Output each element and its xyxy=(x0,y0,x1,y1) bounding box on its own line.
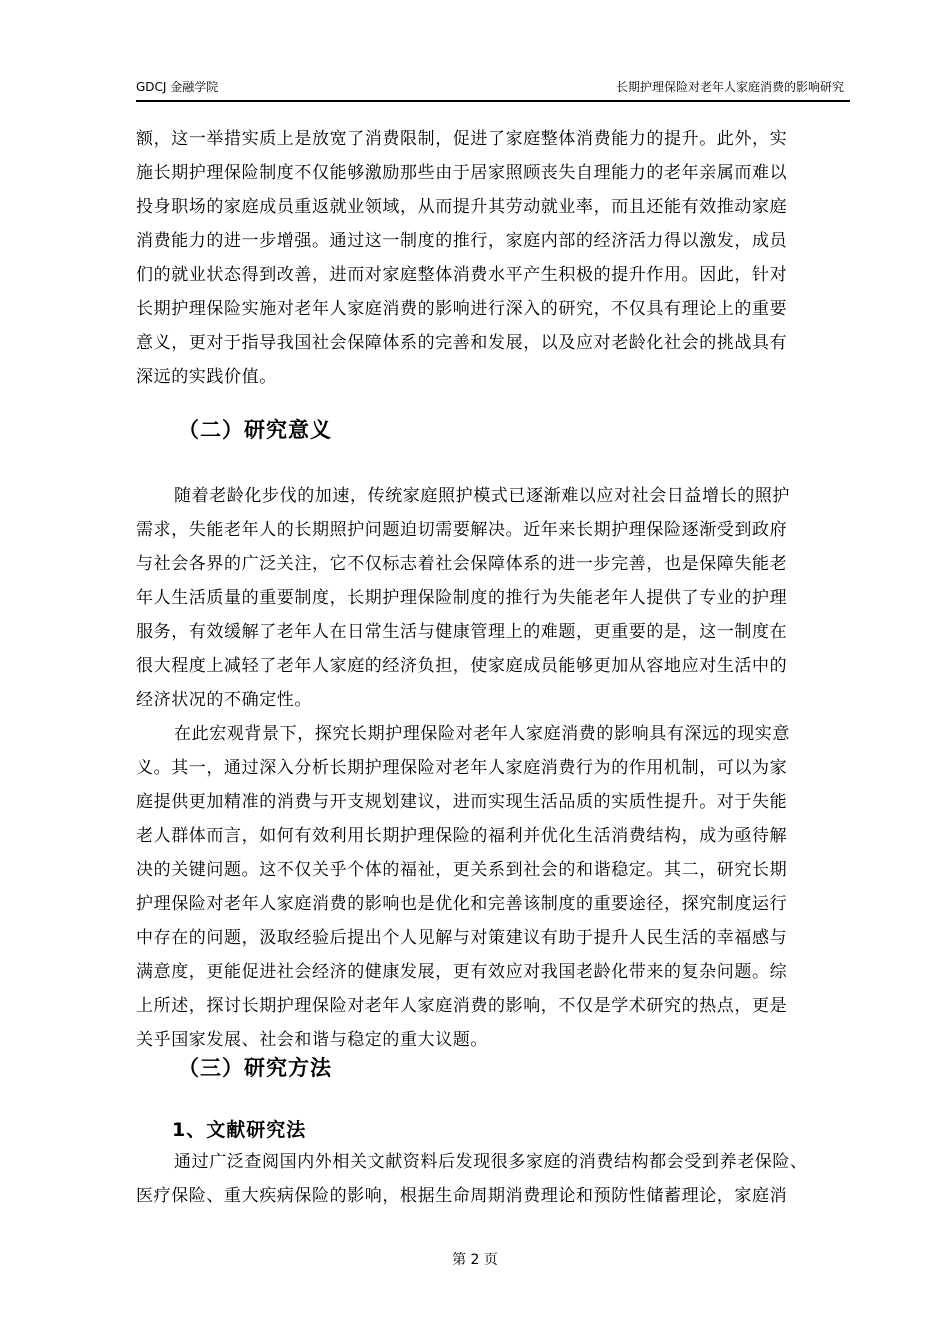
text-line: 与社会各界的广泛关注，它不仅标志着社会保障体系的进一步完善，也是保障失能老 xyxy=(136,554,788,574)
text-line: 随着老龄化步伐的加速，传统家庭照护模式已逐渐难以应对社会日益增长的照护 xyxy=(174,486,790,506)
paragraph-1 xyxy=(136,122,850,394)
text-line: 满意度，更能促进社会经济的健康发展，更有效应对我国老龄化带来的复杂问题。综 xyxy=(136,962,788,982)
text-line: 在此宏观背景下，探究长期护理保险对老年人家庭消费的影响具有深远的现实意 xyxy=(174,724,790,744)
page-header xyxy=(136,78,850,96)
text-line: 年人生活质量的重要制度，长期护理保险制度的推行为失能老年人提供了专业的护理 xyxy=(136,588,788,608)
paragraph-4 xyxy=(136,1145,850,1213)
text-line: 上所述，探讨长期护理保险对老年人家庭消费的影响，不仅是学术研究的热点，更是 xyxy=(136,996,788,1016)
text-line: 施长期护理保险制度不仅能够激励那些由于居家照顾丧失自理能力的老年亲属而难以 xyxy=(136,163,788,183)
text-line: 们的就业状态得到改善，进而对家庭整体消费水平产生积极的提升作用。因此，针对 xyxy=(136,265,788,285)
paragraph-2 xyxy=(136,479,850,1057)
text-line: 深远的实践价值。 xyxy=(136,367,277,387)
text-line: 关乎国家发展、社会和谐与稳定的重大议题。 xyxy=(136,1030,488,1050)
text-line: 老人群体而言，如何有效利用长期护理保险的福利并优化生活消费结构，成为亟待解 xyxy=(136,826,788,846)
header-institution: GDCJ 金融学院 xyxy=(136,80,219,94)
text-line: 决的关键问题。这不仅关乎个体的福祉，更关系到社会的和谐稳定。其二，研究长期 xyxy=(136,860,788,880)
text-line: 经济状况的不确定性。 xyxy=(136,690,312,710)
text-line: 义。其一，通过深入分析长期护理保险对老年人家庭消费行为的作用机制，可以为家 xyxy=(136,758,788,778)
text-line: 庭提供更加精准的消费与开支规划建议，进而实现生活品质的实质性提升。对于失能 xyxy=(136,792,788,812)
section-heading-methods: （三）研究方法 xyxy=(178,1056,332,1080)
text-line: 消费能力的进一步增强。通过这一制度的推行，家庭内部的经济活力得以激发，成员 xyxy=(136,231,788,251)
section-heading-significance: （二）研究意义 xyxy=(178,418,332,442)
text-line: 中存在的问题，汲取经验后提出个人见解与对策建议有助于提升人民生活的幸福感与 xyxy=(136,928,788,948)
text-line: 很大程度上减轻了老年人家庭的经济负担，使家庭成员能够更加从容地应对生活中的 xyxy=(136,656,788,676)
text-line: 服务，有效缓解了老年人在日常生活与健康管理上的难题，更重要的是，这一制度在 xyxy=(136,622,788,642)
text-line: 长期护理保险实施对老年人家庭消费的影响进行深入的研究，不仅具有理论上的重要 xyxy=(136,299,788,319)
page-number: 第 2 页 xyxy=(452,1252,498,1268)
text-line: 意义，更对于指导我国社会保障体系的完善和发展，以及应对老龄化社会的挑战具有 xyxy=(136,333,788,353)
text-line: 投身职场的家庭成员重返就业领域，从而提升其劳动就业率，而且还能有效推动家庭 xyxy=(136,197,788,217)
text-line: 通过广泛查阅国内外相关文献资料后发现很多家庭的消费结构都会受到养老保险、 xyxy=(174,1152,808,1172)
header-paper-title: 长期护理保险对老年人家庭消费的影响研究 xyxy=(615,80,844,94)
text-line: 护理保险对老年人家庭消费的影响也是优化和完善该制度的重要途径，探究制度运行 xyxy=(136,894,788,914)
text-line: 需求，失能老年人的长期照护问题迫切需要解决。近年来长期护理保险逐渐受到政府 xyxy=(136,520,788,540)
text-line: 医疗保险、重大疾病保险的影响，根据生命周期消费理论和预防性储蓄理论，家庭消 xyxy=(136,1186,788,1206)
header-divider xyxy=(136,100,850,102)
subsection-heading-literature: 1、文献研究法 xyxy=(172,1119,307,1141)
text-line: 额，这一举措实质上是放宽了消费限制，促进了家庭整体消费能力的提升。此外，实 xyxy=(136,129,788,149)
